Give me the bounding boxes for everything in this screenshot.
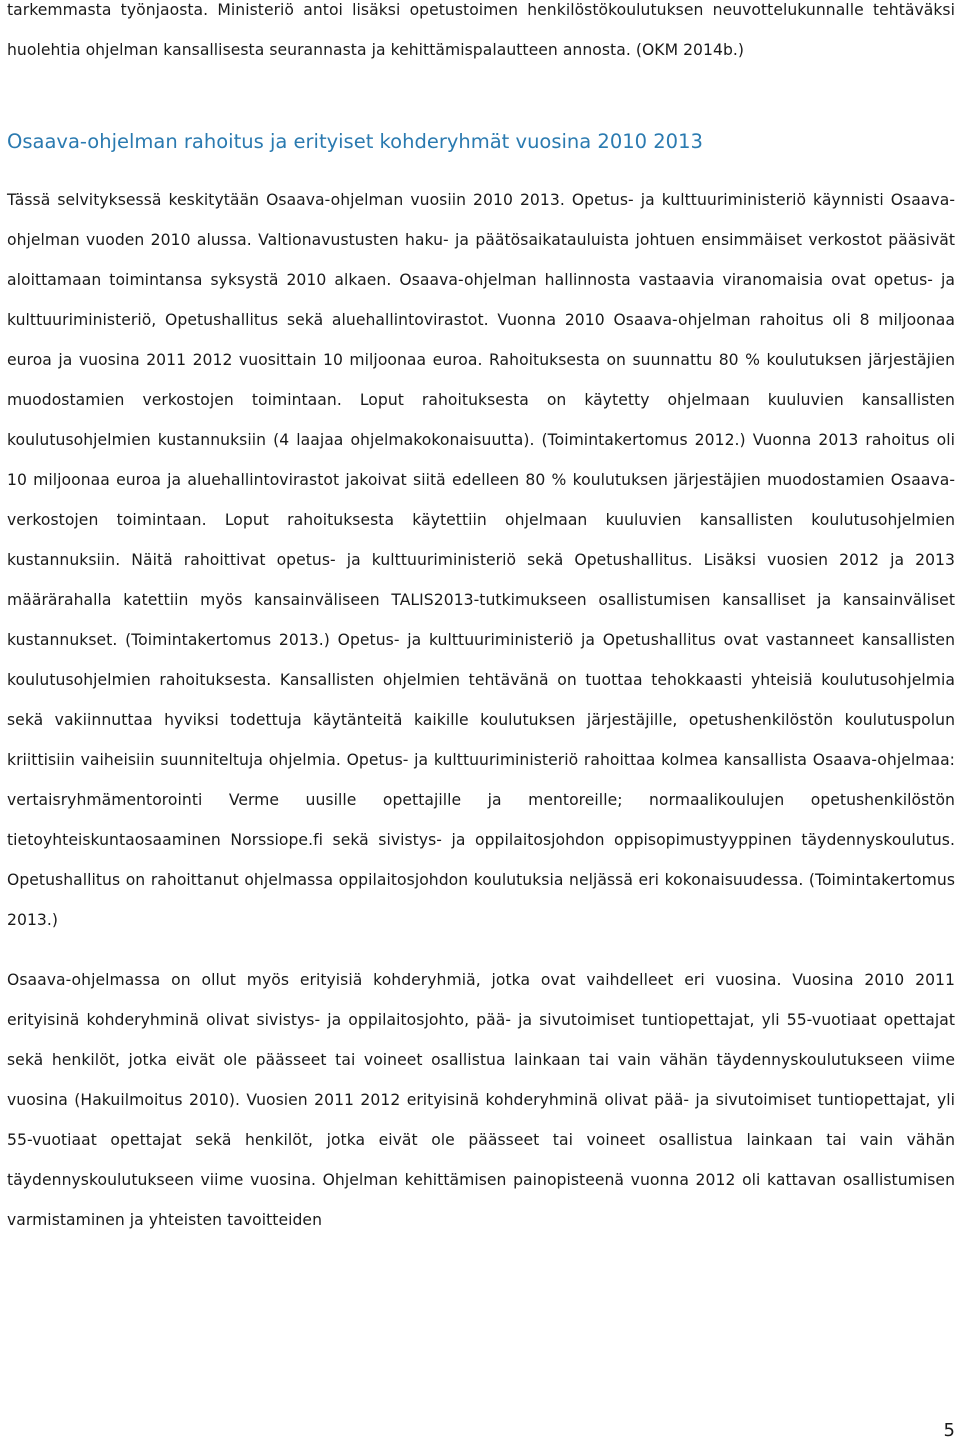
body-paragraph-2: Osaava-ohjelmassa on ollut myös erityisiä kohderyhmiä, jotka ovat vaihdelleet eri vuosina. Vuosina 2010 2011 erityisinä kohderyhminä olivat sivistys- ja oppilaitosjohto, pää- ja sivutoimiset tuntiopettajat, yli 55-vuotiaat opettajat sekä henkilöt, jotka eivät ole päässeet tai voineet osallistua lainkaan tai vain vähän täydennyskoulutukseen viime vuosina (Hakuilmoitus 2010). Vuosien 2011 2012 erityisinä kohderyhminä olivat pää- ja sivutoimiset tuntiopettajat, yli 55-vuotiaat opettajat sekä henkilöt, jotka eivät ole päässeet tai voineet osallistua lainkaan tai vain vähän täydennyskoulutukseen viime vuosina. Ohjelman kehittämisen painopisteenä vuonna 2012 oli kattavan osallistumisen varmistaminen ja yhteisten tavoitteiden — [7, 971, 955, 1229]
document-page — [7, 0, 955, 1240]
body-paragraph-1: Tässä selvityksessä keskitytään Osaava-ohjelman vuosiin 2010 2013. Opetus- ja kulttuuriministeriö käynnisti Osaava-ohjelman vuoden 2010 alussa. Valtionavustusten haku- ja päätösaikatauluista johtuen ensimmäiset verkostot pääsivät aloittamaan toimintansa syksystä 2010 alkaen. Osaava-ohjelman hallinnosta vastaavia viranomaisia ovat opetus- ja kulttuuriministeriö, Opetushallitus sekä aluehallintovirastot. Vuonna 2010 Osaava-ohjelman rahoitus oli 8 miljoonaa euroa ja vuosina 2011 2012 vuosittain 10 miljoonaa euroa. Rahoituksesta on suunnattu 80 % koulutuksen järjestäjien muodostamien verkostojen toimintaan. Loput rahoituksesta on käytetty ohjelmaan kuuluvien kansallisten koulutusohjelmien kustannuksiin (4 laajaa ohjelmakokonaisuutta). (Toimintakertomus 2012.) Vuonna 2013 rahoitus oli 10 miljoonaa euroa ja aluehallintovirastot jakoivat siitä edelleen 80 % koulutuksen järjestäjien muodostamien Osaava-verkostojen toimintaan. Loput rahoituksesta käytettiin ohjelmaan kuuluvien kansallisten koulutusohjelmien kustannuksiin. Näitä rahoittivat opetus- ja kulttuuriministeriö sekä Opetushallitus. Lisäksi vuosien 2012 ja 2013 määrärahalla katettiin myös kansainväliseen TALIS2013-tutkimukseen osallistumisen kansalliset ja kansainväliset kustannukset. (Toimintakertomus 2013.) Opetus- ja kulttuuriministeriö ja Opetushallitus ovat vastanneet kansallisten koulutusohjelmien rahoituksesta. Kansallisten ohjelmien tehtävänä on tuottaa tehokkaasti yhteisiä koulutusohjelmia sekä vakiinnuttaa hyviksi todettuja käytänteitä kaikille koulutuksen järjestäjille, opetushenkilöstön koulutuspolun kriittisiin vaiheisiin suunniteltuja ohjelmia. Opetus- ja kulttuuriministeriö rahoittaa kolmea kansallista Osaava-ohjelmaa: vertaisryhmämentorointi Verme uusille opettajille ja mentoreille; normaalikoulujen opetushenkilöstön tietoyhteiskuntaosaaminen Norssiope.fi sekä sivistys- ja oppilaitosjohdon oppisopimustyyppinen täydennyskoulutus. Opetushallitus on rahoittanut ohjelmassa oppilaitosjohdon koulutuksia neljässä eri kokonaisuudessa. (Toimintakertomus 2013.) — [7, 191, 955, 929]
section-heading: Osaava-ohjelman rahoitus ja erityiset kohderyhmät vuosina 2010 2013 — [7, 130, 703, 153]
intro-paragraph: tarkemmasta työnjaosta. Ministeriö antoi lisäksi opetustoimen henkilöstökoulutuksen neuvottelukunnalle tehtäväksi huolehtia ohjelman kansallisesta seurannasta ja kehittämispalautteen annosta. (OKM 2014b.) — [7, 1, 955, 59]
page-number: 5 — [943, 1420, 955, 1441]
